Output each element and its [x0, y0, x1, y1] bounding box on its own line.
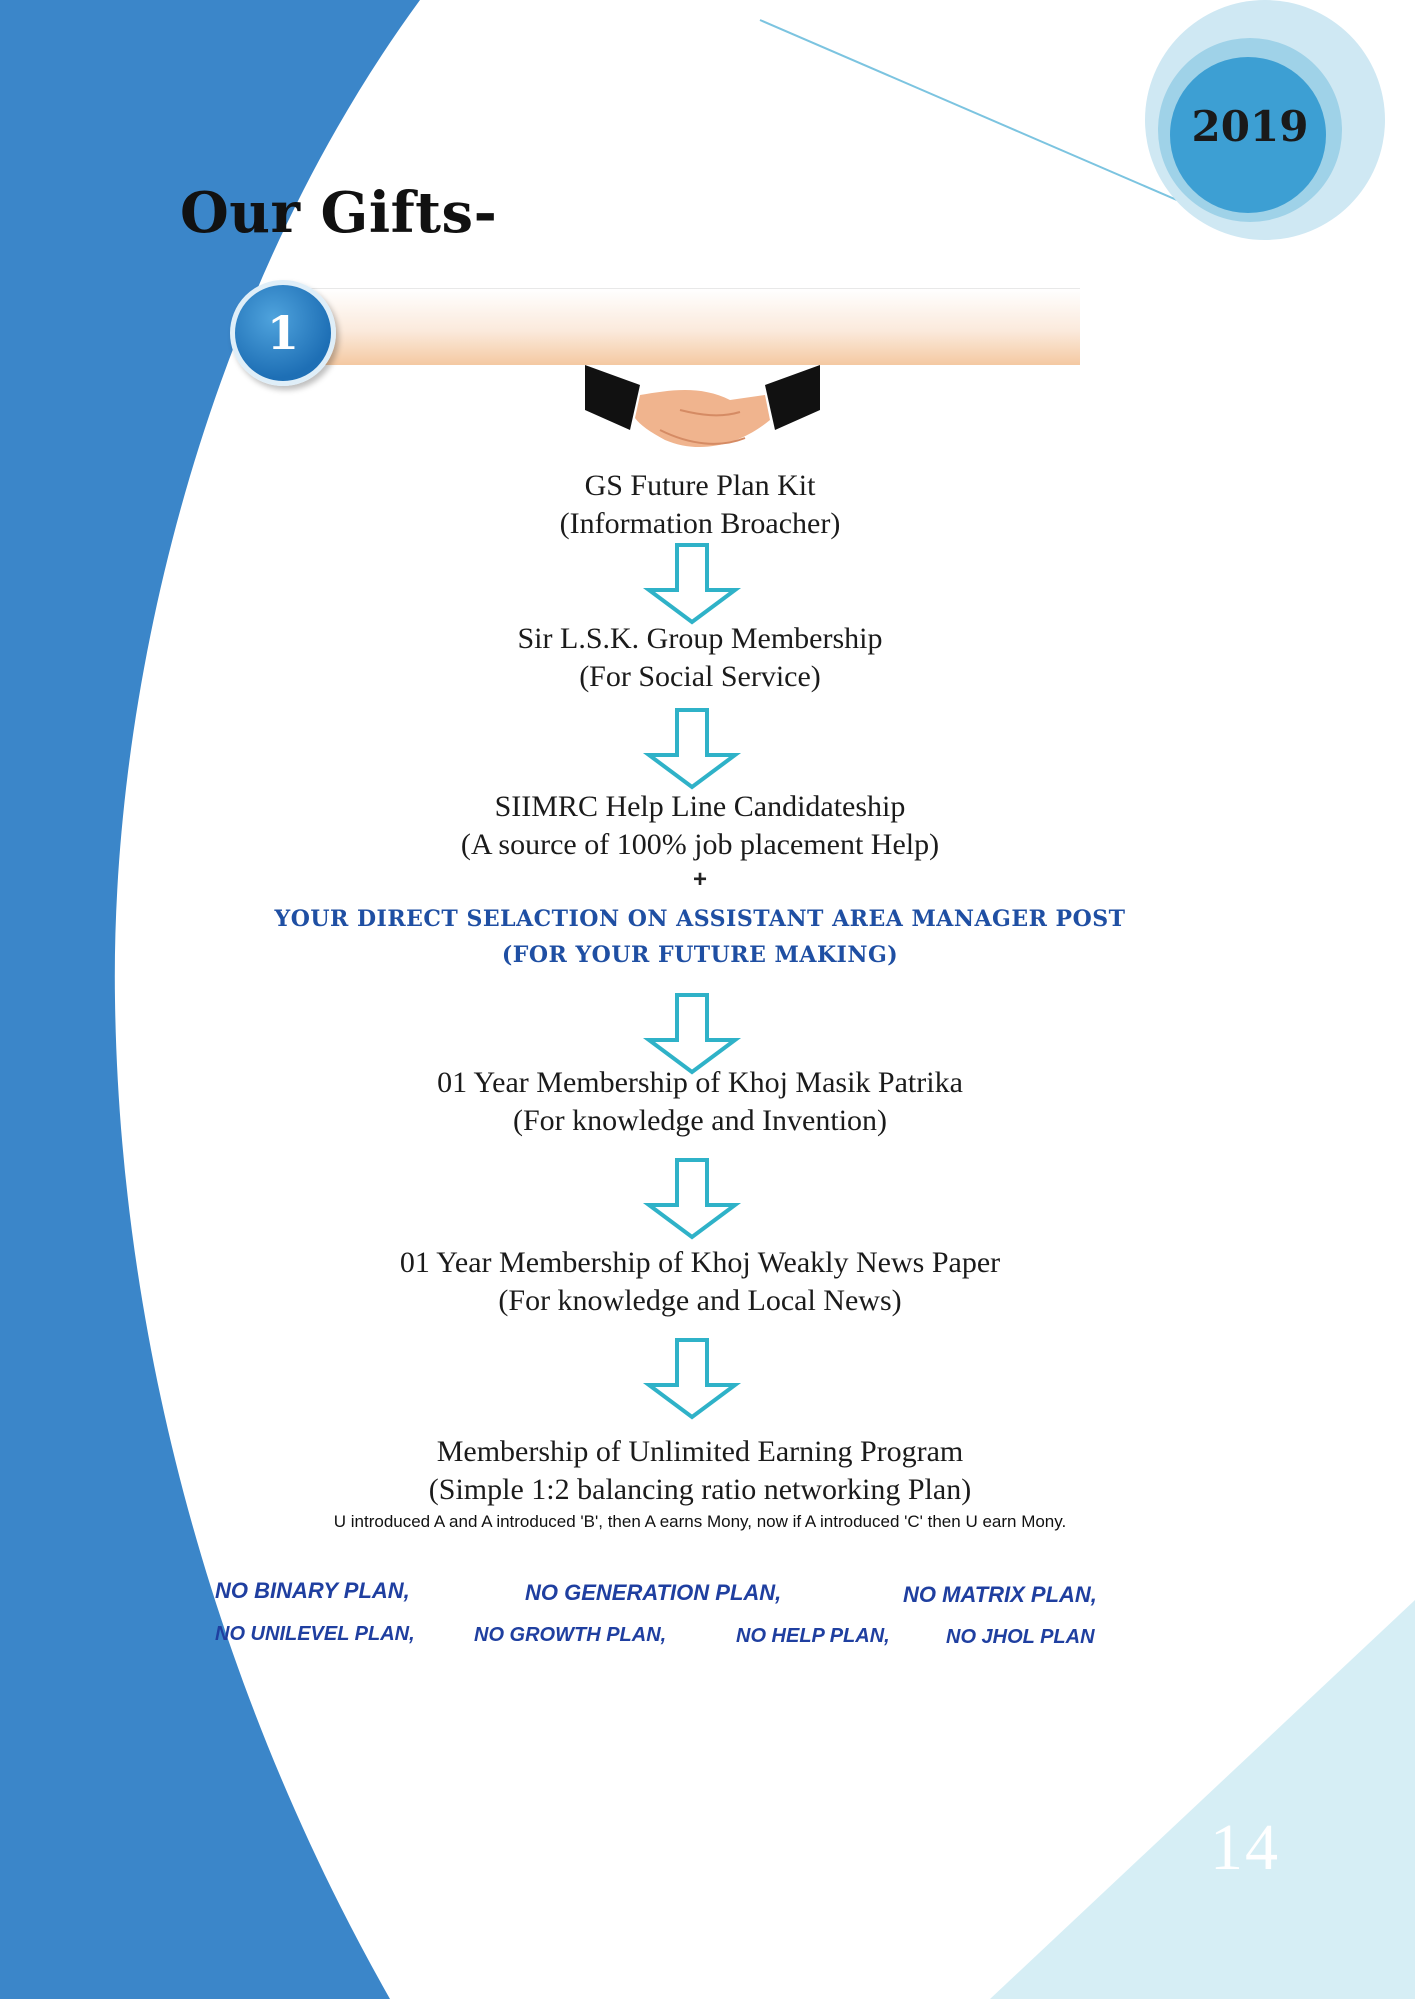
step-6-title: Membership of Unlimited Earning Program	[436, 1435, 964, 1468]
step-1-subtitle: (Information Broacher)	[559, 507, 841, 540]
year-label: 2019	[1191, 102, 1309, 151]
down-arrow-icon	[649, 995, 735, 1072]
step-5-subtitle: (For knowledge and Local News)	[498, 1284, 902, 1317]
down-arrow-icon	[649, 1160, 735, 1237]
no-plan-item: NO HELP PLAN,	[736, 1625, 890, 1647]
diagonal-line	[760, 20, 1200, 210]
no-plan-item: NO BINARY PLAN,	[215, 1578, 410, 1603]
page-title: Our Gifts-	[180, 180, 498, 246]
no-plan-item: NO UNILEVEL PLAN,	[215, 1623, 415, 1645]
highlight-line-2: (FOR YOUR FUTURE MAKING)	[501, 942, 899, 968]
down-arrow-icon	[649, 1340, 735, 1417]
section-band	[300, 288, 1080, 365]
step-2-subtitle: (For Social Service)	[579, 660, 821, 693]
down-arrow-icon	[649, 545, 735, 622]
step-4-title: 01 Year Membership of Khoj Masik Patrika	[437, 1066, 963, 1099]
earning-note: U introduced A and A introduced 'B', then A earns Mony, now if A introduced 'C' then U earn Mony.	[333, 1512, 1067, 1531]
no-plan-item: NO JHOL PLAN	[946, 1626, 1095, 1648]
handshake-icon	[585, 365, 820, 447]
plus-sign: +	[692, 866, 707, 893]
no-plan-item: NO GROWTH PLAN,	[474, 1624, 667, 1646]
step-6-subtitle: (Simple 1:2 balancing ratio networking Plan)	[428, 1473, 972, 1506]
step-5-title: 01 Year Membership of Khoj Weakly News Paper	[399, 1246, 1001, 1279]
highlight-line-1: YOUR DIRECT SELACTION ON ASSISTANT AREA MANAGER POST	[274, 906, 1126, 932]
section-number-badge: 1	[230, 280, 336, 386]
step-3-subtitle: (A source of 100% job placement Help)	[460, 828, 940, 861]
step-1-title: GS Future Plan Kit	[584, 469, 816, 502]
step-3-title: SIIMRC Help Line Candidateship	[494, 790, 906, 823]
down-arrow-icon	[649, 710, 735, 787]
step-2-title: Sir L.S.K. Group Membership	[517, 622, 883, 655]
bottom-right-triangle	[990, 1600, 1415, 1999]
no-plan-item: NO MATRIX PLAN,	[903, 1582, 1097, 1607]
step-4-subtitle: (For knowledge and Invention)	[512, 1104, 888, 1137]
page-number: 14	[1210, 1811, 1280, 1884]
no-plan-item: NO GENERATION PLAN,	[525, 1580, 782, 1605]
